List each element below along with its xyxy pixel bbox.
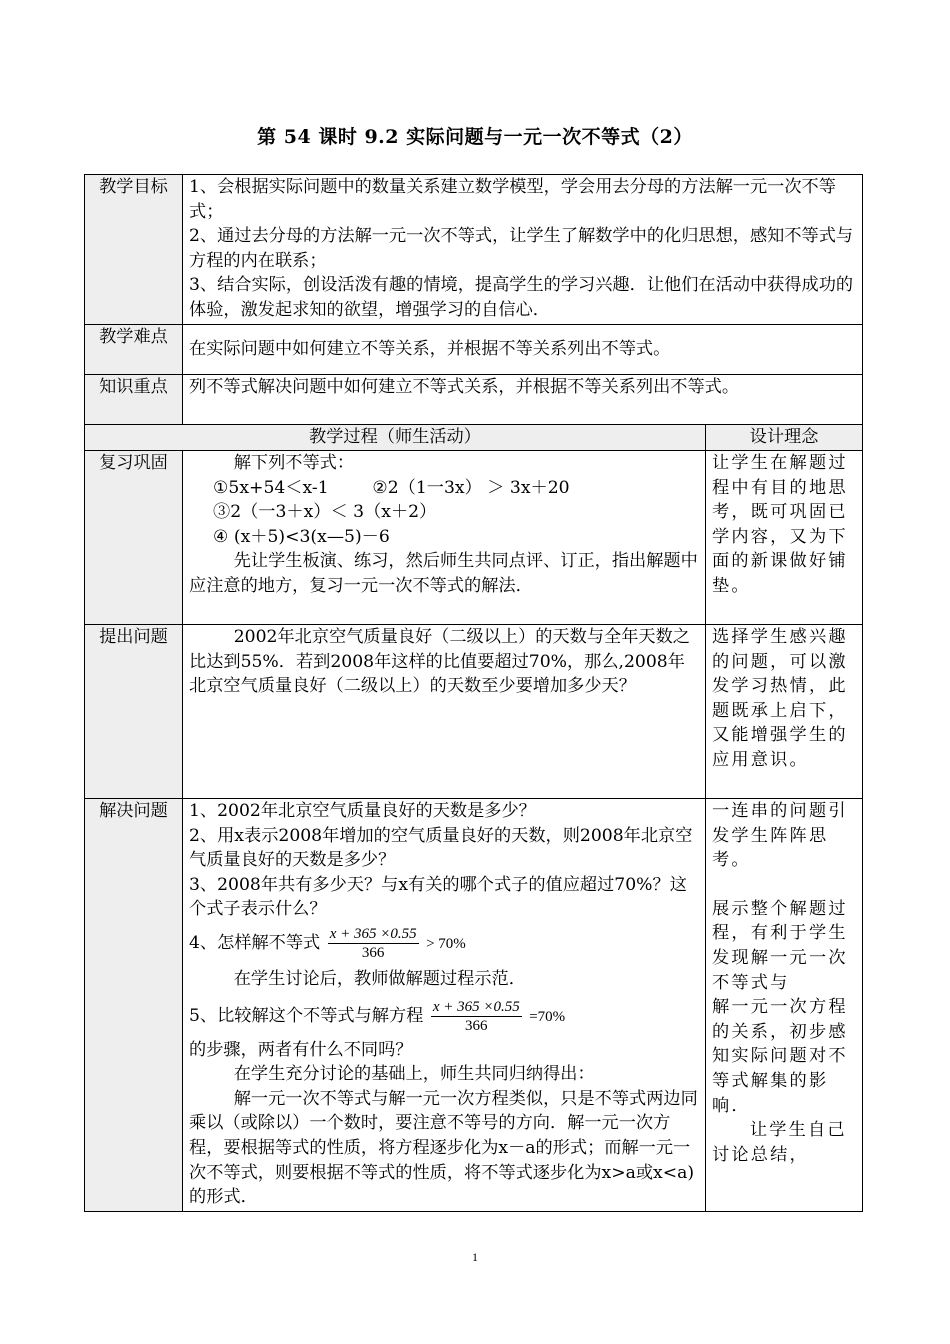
key-label: 知识重点 bbox=[85, 375, 183, 425]
solve-idea bbox=[706, 799, 863, 1212]
inequality-fraction bbox=[328, 925, 419, 962]
review-text: 先让学生板演、练习，然后师生共同点评、订正，指出解题中应注意的地方，复习一元一次不等式的解法． bbox=[189, 551, 698, 596]
review-row bbox=[85, 451, 863, 625]
inequality-rhs: > 70% bbox=[426, 935, 466, 952]
idea-header: 设计理念 bbox=[706, 425, 863, 451]
review-eq-3: ④ (x＋5)<3(x—5)－6 bbox=[213, 526, 390, 547]
review-idea: 让学生在解题过程中有目的地思考，既可巩固已学内容，又为下面的新课做好铺垫。 bbox=[706, 451, 863, 625]
question-4 bbox=[189, 925, 699, 962]
key-row bbox=[85, 375, 863, 425]
equation-numerator: x + 365 ×0.55 bbox=[432, 998, 520, 1015]
goal-3: 3、结合实际，创设活泼有趣的情境，提高学生的学习兴趣．让他们在活动中获得成功的体验，激发起求知的欲望，增强学习的自信心． bbox=[189, 275, 854, 320]
fraction-numerator: x + 365 ×0.55 bbox=[329, 925, 417, 942]
problem-row bbox=[85, 625, 863, 799]
review-intro: 解下列不等式： bbox=[233, 453, 355, 473]
review-eq-2: ③2（一3＋x）＜ 3（x＋2） bbox=[213, 502, 437, 523]
spacer bbox=[712, 873, 856, 897]
review-content bbox=[183, 451, 706, 625]
summary-text: 解一元一次不等式与解一元一次方程类似，只是不等式两边同乘以（或除以）一个数时，要注意不等号的方向．解一元一次方程，要根据等式的性质，将方程逐步化为x－a的形式；而解一元一次不等式，则要根据不等式的性质，将不等式逐步化为x>a或x<a)的形式． bbox=[189, 1088, 698, 1208]
equation-rhs: =70% bbox=[529, 1008, 566, 1025]
teacher-demo: 在学生讨论后，教师做解题过程示范． bbox=[233, 968, 526, 989]
difficulty-row bbox=[85, 325, 863, 375]
header-row bbox=[85, 425, 863, 451]
problem-idea: 选择学生感兴趣的问题，可以激发学习热情，此题既承上启下，又能增强学生的应用意识。 bbox=[706, 625, 863, 799]
key-content: 列不等式解决问题中如何建立不等式关系，并根据不等关系列出不等式。 bbox=[183, 375, 863, 425]
goal-1: 1、会根据实际问题中的数量关系建立数学模型，学会用去分母的方法解一元一次不等式； bbox=[189, 177, 836, 222]
goals-label: 教学目标 bbox=[85, 175, 183, 325]
process-header: 教学过程（师生活动） bbox=[85, 425, 706, 451]
review-label: 复习巩固 bbox=[85, 451, 183, 625]
difficulty-content: 在实际问题中如何建立不等关系，并根据不等关系列出不等式。 bbox=[183, 325, 863, 375]
difficulty-label: 教学难点 bbox=[85, 325, 183, 375]
equation-fraction bbox=[431, 998, 522, 1035]
page-number: 1 bbox=[472, 1250, 478, 1264]
fraction-denominator: 366 bbox=[361, 944, 385, 961]
question-4-text: 4、怎样解不等式 bbox=[189, 932, 321, 953]
solve-row bbox=[85, 799, 863, 1212]
question-5-text: 5、比较解这个不等式与解方程 bbox=[189, 1005, 424, 1026]
question-5-tail: 的步骤，两者有什么不同吗？ bbox=[189, 1039, 413, 1060]
question-5 bbox=[189, 998, 699, 1035]
problem-content bbox=[183, 625, 706, 799]
goals-row bbox=[85, 175, 863, 325]
question-3: 3、2008年共有多少天？与x有关的哪个式子的值应超过70%？这个式子表示什么？ bbox=[189, 874, 687, 920]
equation-denominator: 366 bbox=[465, 1017, 488, 1034]
discussion-text: 在学生充分讨论的基础上，师生共同归纳得出： bbox=[233, 1064, 595, 1085]
solve-idea-2: 展示整个解题过程，有利于学生发现解一元一次不等式与 bbox=[712, 898, 848, 993]
review-eq-1: ①5x+54＜x-1 ②2（1一3x） ＞ 3x＋20 bbox=[213, 477, 570, 498]
solve-idea-3: 解一元一次方程的关系，初步感知实际问题对不等式解集的影响． bbox=[712, 997, 848, 1116]
goals-content bbox=[183, 175, 863, 325]
solve-content bbox=[183, 799, 706, 1212]
solve-idea-1: 一连串的问题引发学生阵阵思考。 bbox=[712, 801, 848, 871]
solve-idea-4: 让学生自己讨论总结， bbox=[712, 1120, 847, 1165]
lesson-plan-table bbox=[84, 174, 863, 1212]
problem-text: 2002年北京空气质量良好（二级以上）的天数与全年天数之比达到55%．若到2008年这样的比值要超过70%，那么,2008年北京空气质量良好（二级以上）的天数至少要增加多少天？ bbox=[189, 627, 690, 697]
problem-label: 提出问题 bbox=[85, 625, 183, 799]
question-2: 2、用x表示2008年增加的空气质量良好的天数，则2008年北京空气质量良好的天数是多少？ bbox=[189, 825, 693, 871]
question-1: 1、2002年北京空气质量良好的天数是多少？ bbox=[189, 801, 536, 821]
goal-2: 2、通过去分母的方法解一元一次不等式，让学生了解数学中的化归思想，感知不等式与方程的内在联系； bbox=[189, 226, 854, 271]
page-title: 第 54 课时 9.2 实际问题与一元一次不等式（2） bbox=[257, 126, 693, 148]
solve-label: 解决问题 bbox=[85, 799, 183, 1212]
